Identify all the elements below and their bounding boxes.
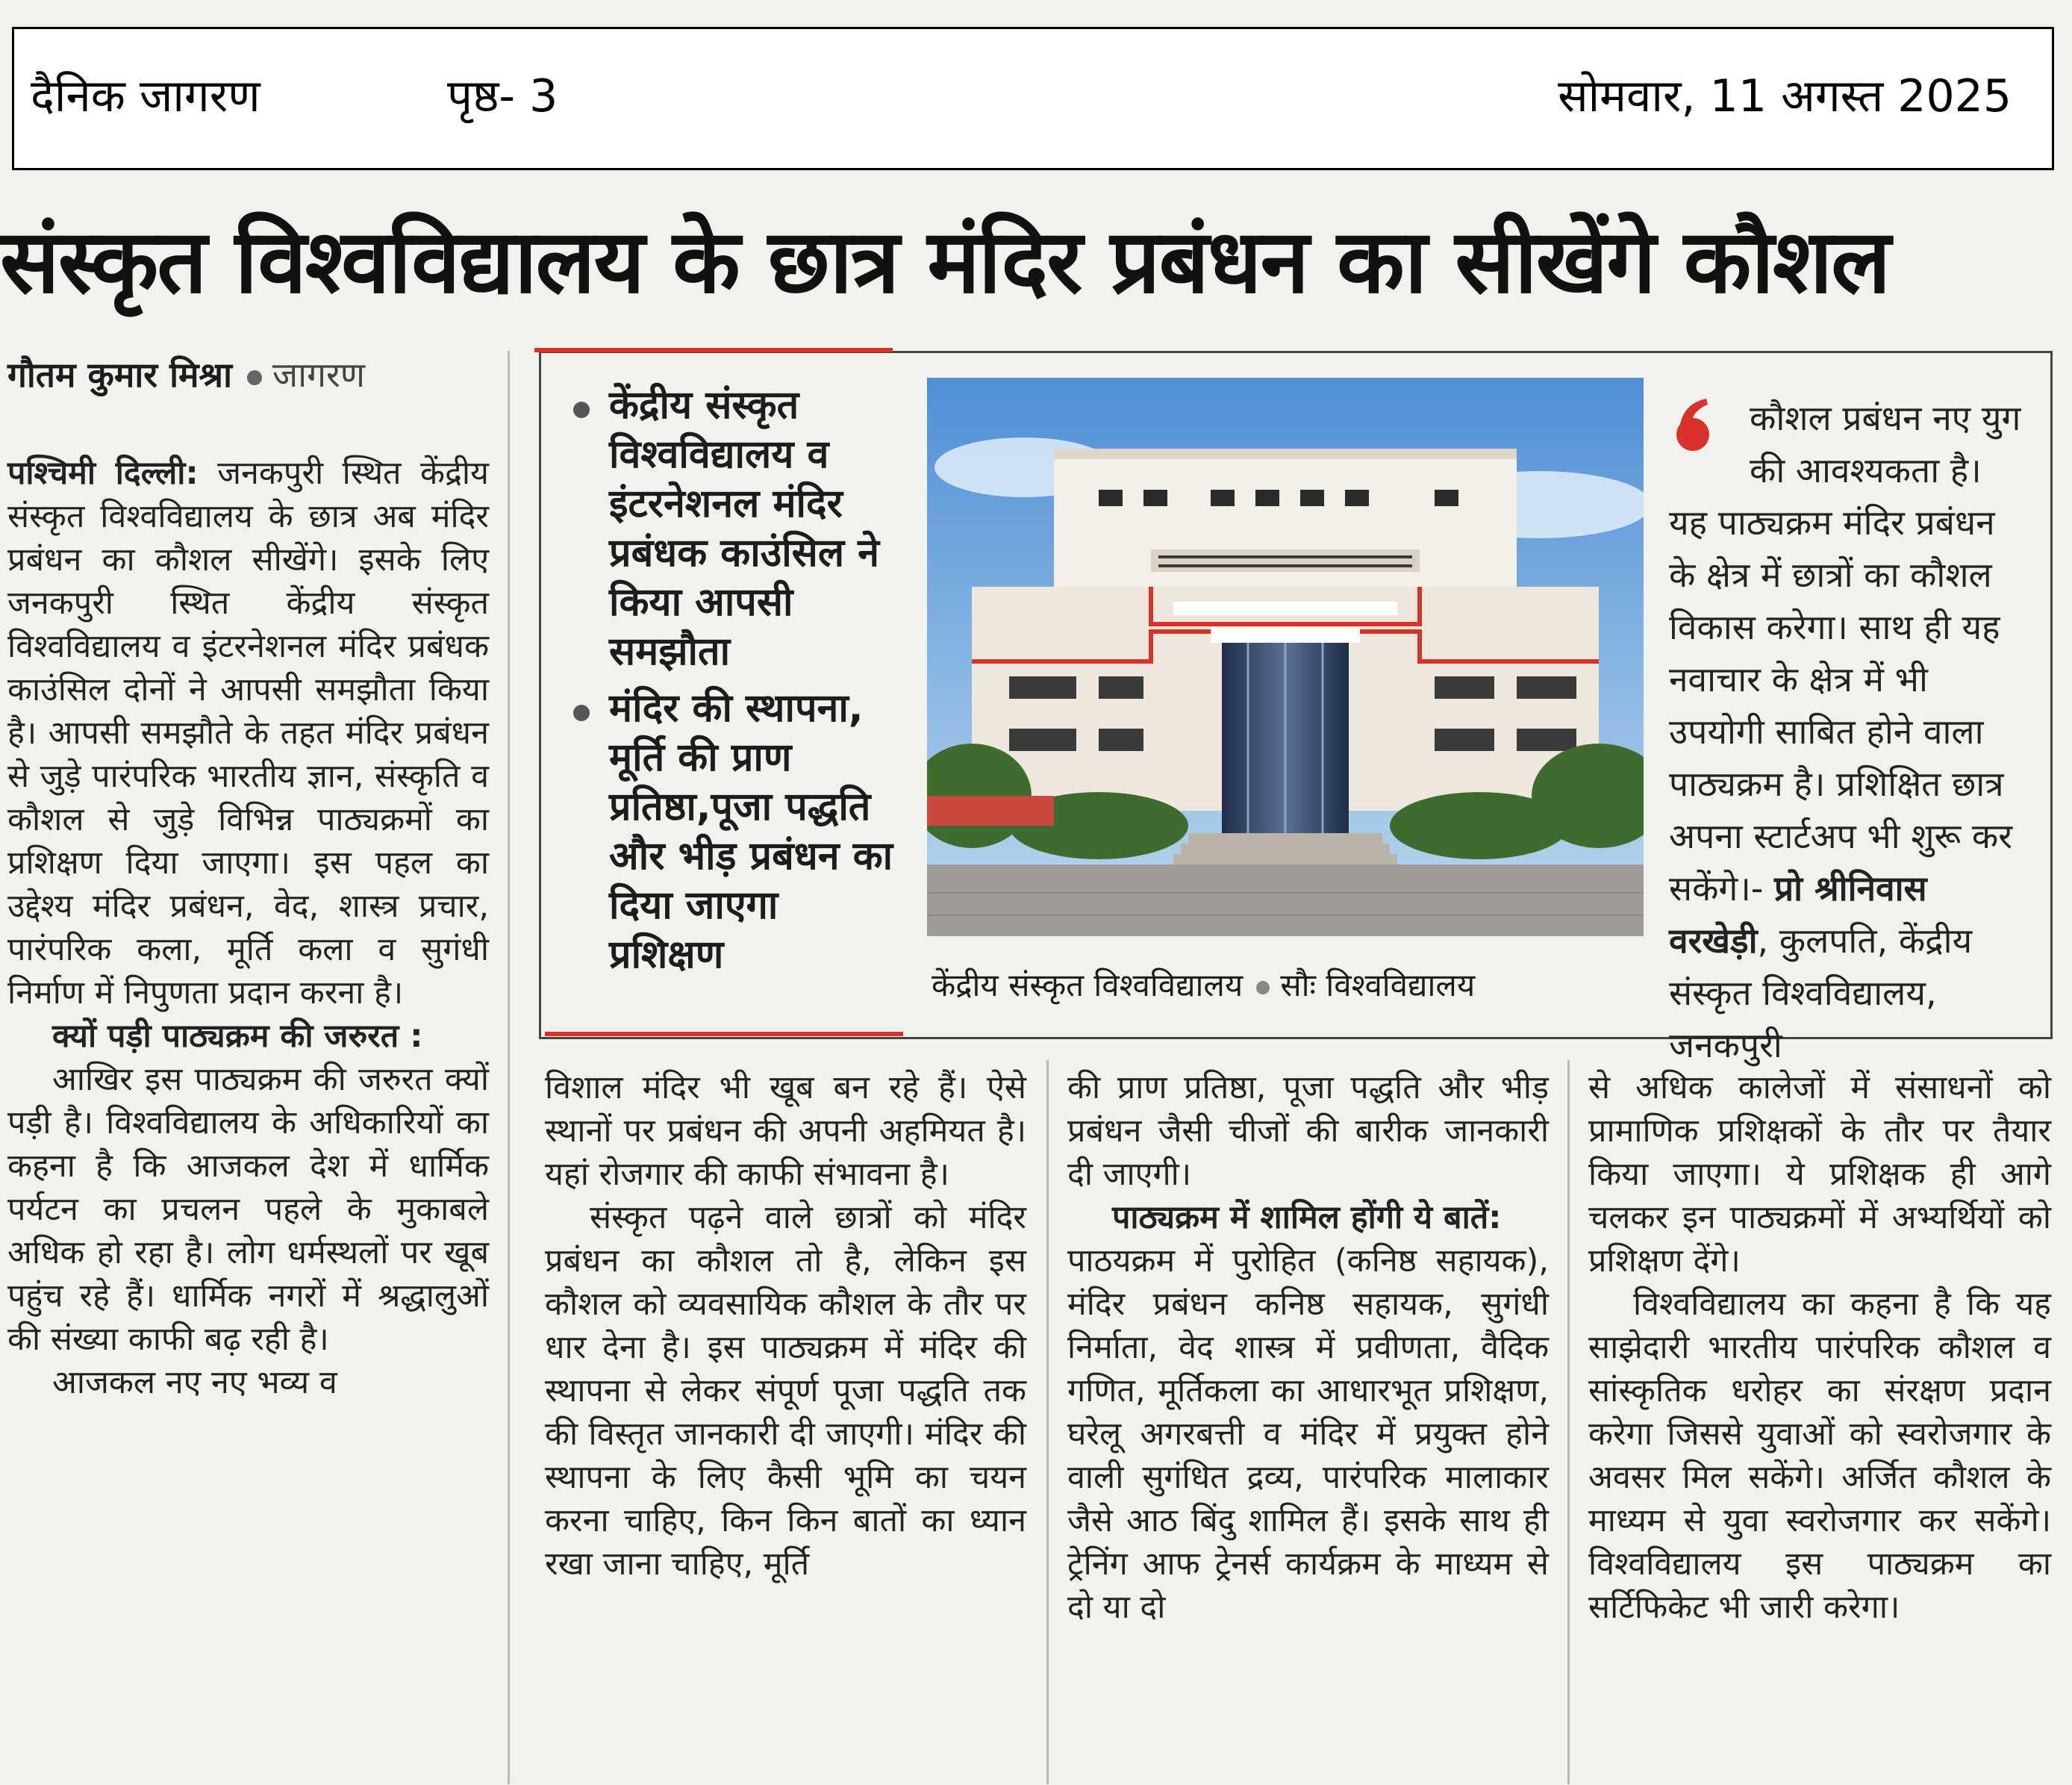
publication-date: सोमवार, 11 अगस्त 2025 <box>1558 70 2012 122</box>
article-column-3 <box>1067 1066 1549 1629</box>
byline <box>7 351 365 397</box>
quote-author: प्रो श्रीनिवास वरखेड़ी <box>1669 868 1927 961</box>
column-rule <box>1046 1060 1049 1784</box>
col1-paragraph-1-text: जनकपुरी स्थित केंद्रीय संस्कृत विश्वविद्यालय के छात्र अब मंदिर प्रबंधन का कौशल सीखेंगे। इसके लिए जनकपुरी स्थित केंद्रीय संस्कृत विश्वविद्यालय व इंटरनेशनल मंदिर प्रबंधक काउंसिल दोनों ने आपसी समझौता किया है। आपसी समझौते के तहत मंदिर प्रबंधन से जुड़े पारंपरिक भारतीय ज्ञान, संस्कृति व कौशल से जुड़े विभिन्न पाठ्यक्रमों का प्रशिक्षण दिया जाएगा। इस पहल का उद्देश्य मंदिर प्रबंधन, वेद, शास्त्र प्रचार, पारंपरिक कला, मूर्ति कला व सुगंधी निर्माण में निपुणता प्रदान करना है। <box>7 455 489 1012</box>
col1-subheading: क्यों पड़ी पाठ्यक्रम की जरुरत : <box>52 1018 423 1055</box>
author-name: गौतम कुमार मिश्रा <box>7 355 233 395</box>
col4-paragraph-2: विश्वविद्यालय का कहना है कि यह साझेदारी भारतीय पारंपरिक कौशल व सांस्कृतिक धरोहर का संरक्षण प्रदान करेगा जिससे युवाओं को स्वरोजगार के अवसर मिल सकेंगे। अर्जित कौशल के माध्यम से युवा स्वरोजगार कर सकेंगे। विश्वविद्यालय इस पाठ्यक्रम का सर्टिफिकेट भी जारी करेगा। <box>1588 1286 2051 1626</box>
bullet-dot-icon <box>247 370 262 385</box>
photo-credit: सौः विश्वविद्यालय <box>1280 967 1476 1003</box>
article-column-4 <box>1588 1066 2051 1629</box>
photo-caption-text: केंद्रीय संस्कृत विश्वविद्यालय <box>932 967 1243 1003</box>
university-building-photo <box>927 378 1644 936</box>
quote-author-title: , कुलपति, केंद्रीय संस्कृत विश्वविद्यालय, जनकपुरी <box>1669 920 1973 1065</box>
highlight-text: मंदिर की स्थापना, मूर्ति की प्राण प्रतिष्ठा,पूजा पद्धति और भीड़ प्रबंधन का दिया जाएगा प्रशिक्षण <box>609 686 893 977</box>
col2-paragraph-2: संस्कृत पढ़ने वाले छात्रों को मंदिर प्रबंधन का कौशल तो है, लेकिन इस कौशल को व्यवसायिक कौशल के तौर पर धार देना है। इस पाठ्यक्रम में मंदिर की स्थापना से लेकर संपूर्ण पूजा पद्धति तक की विस्तृत जानकारी दी जाएगी। मंदिर की स्थापना के लिए कैसी भूमि का चयन करना चाहिए, किन किन बातों का ध्यान रखा जाना चाहिए, मूर्ति <box>545 1199 1026 1583</box>
col3-subheading: पाठ्यक्रम में शामिल होंगी ये बातें: <box>1112 1199 1502 1236</box>
accent-rule <box>534 348 893 352</box>
page-number: पृष्ठ- 3 <box>447 70 558 122</box>
highlight-item <box>567 381 896 676</box>
col1-paragraph-3: आजकल नए नए भव्य व <box>52 1364 337 1401</box>
col1-paragraph-1 <box>7 452 489 1015</box>
photo-caption <box>932 963 1475 1006</box>
byline-source: जागरण <box>272 355 366 395</box>
highlights-list <box>567 381 896 987</box>
accent-rule <box>545 1032 903 1036</box>
bullet-dot-icon <box>1256 981 1270 994</box>
highlight-item <box>567 684 896 979</box>
article-column-1 <box>7 452 489 1404</box>
pull-quote <box>1669 392 2032 1071</box>
quote-lead: कौशल प्रबंधन नए युग की आवश्यकता है। <box>1750 398 2021 490</box>
bullet-dot-icon <box>573 705 590 721</box>
quote-body: यह पाठ्यक्रम मंदिर प्रबंधन के क्षेत्र में छात्रों का कौशल विकास करेगा। साथ ही यह नवाचार के क्षेत्र में भी उपयोगी साबित होने वाला पाठ्यक्रम है। प्रशिक्षित छात्र अपना स्टार्टअप भी शुरू कर सकेंगे।- <box>1669 502 2013 909</box>
col3-paragraph-2: पाठयक्रम में पुरोहित (कनिष्ठ सहायक), मंदिर प्रबंधन कनिष्ठ सहायक, सुगंधी निर्माता, वेद शास्त्र में प्रवीणता, वैदिक गणित, मूर्तिकला का आधारभूत प्रशिक्षण, घरेलू अगरबत्ती व मंदिर में प्रयुक्त होने वाली सुगंधित द्रव्य, पारंपरिक मालाकार जैसे आठ बिंदु शामिल हैं। इसके साथ ही ट्रेनिंग आफ ट्रेनर्स कार्यक्रम के माध्यम से दो या दो <box>1067 1242 1549 1626</box>
article-headline: संस्कृत विश्वविद्यालय के छात्र मंदिर प्रबंधन का सीखेंगे कौशल <box>0 210 1890 313</box>
col2-paragraph-1: विशाल मंदिर भी खूब बन रहे हैं। ऐसे स्थानों पर प्रबंधन की अपनी अहमियत है। यहां रोजगार की काफी संभावना है। <box>545 1069 1026 1193</box>
masthead <box>12 27 2054 170</box>
bullet-dot-icon <box>573 402 590 418</box>
col1-paragraph-2: आखिर इस पाठ्यक्रम की जरुरत क्यों पड़ी है। विश्वविद्यालय के अधिकारियों का कहना है कि आजकल देश में धार्मिक पर्यटन का प्रचलन पहले के मुकाबले अधिक हो रहा है। लोग धर्मस्थलों पर खूब पहुंच रहे हैं। धार्मिक नगरों में श्रद्धालुओं की संख्या काफी बढ़ रही है। <box>7 1061 489 1358</box>
article-column-2 <box>545 1066 1026 1586</box>
column-rule <box>508 351 510 1784</box>
dateline: पश्चिमी दिल्ली: <box>7 455 199 492</box>
column-rule <box>1567 1060 1570 1784</box>
col3-paragraph-1: की प्राण प्रतिष्ठा, पूजा पद्धति और भीड़ प्रबंधन जैसी चीजों की बारीक जानकारी दी जाएगी। <box>1067 1069 1549 1193</box>
newspaper-name: दैनिक जागरण <box>31 70 260 122</box>
col4-paragraph-1: से अधिक कालेजों में संसाधनों को प्रामाणिक प्रशिक्षकों के तौर पर तैयार किया जाएगा। ये प्रशिक्षक ही आगे चलकर इन पाठ्यक्रमों में अभ्यर्थियों को प्रशिक्षण देंगे। <box>1588 1069 2051 1280</box>
highlight-text: केंद्रीय संस्कृत विश्वविद्यालय व इंटरनेशनल मंदिर प्रबंधक काउंसिल ने किया आपसी समझौता <box>609 383 880 674</box>
